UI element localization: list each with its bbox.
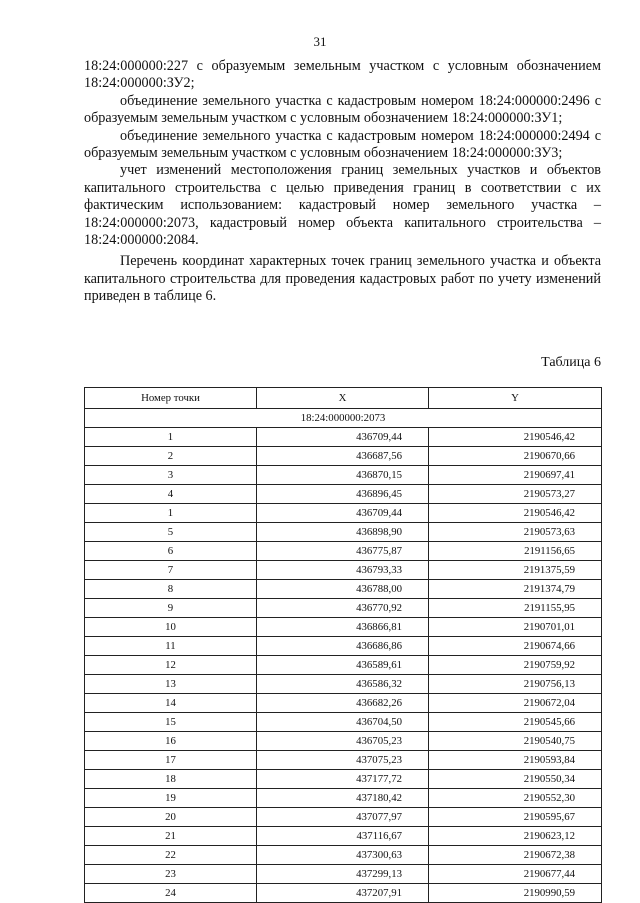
table-row (85, 618, 602, 637)
table-header-row (85, 388, 602, 409)
cell-y: 2190759,92 (429, 656, 602, 675)
cell-point-number: 12 (85, 656, 257, 675)
cell-point-number: 5 (85, 523, 257, 542)
cell-point-number: 2 (85, 447, 257, 466)
table-row (85, 504, 602, 523)
table-row (85, 447, 602, 466)
coordinates-table (84, 387, 602, 903)
cell-point-number: 18 (85, 770, 257, 789)
table-row (85, 770, 602, 789)
cell-y: 2190595,67 (429, 808, 602, 827)
cell-x: 436709,44 (257, 504, 429, 523)
section-cadastral-number: 18:24:000000:2073 (85, 409, 602, 428)
cell-point-number: 19 (85, 789, 257, 808)
cell-x: 437180,42 (257, 789, 429, 808)
cell-x: 436866,81 (257, 618, 429, 637)
cell-y: 2190573,27 (429, 485, 602, 504)
cell-point-number: 6 (85, 542, 257, 561)
cell-y: 2190623,12 (429, 827, 602, 846)
cell-point-number: 20 (85, 808, 257, 827)
cell-y: 2190552,30 (429, 789, 602, 808)
cell-point-number: 9 (85, 599, 257, 618)
cell-y: 2190672,38 (429, 846, 602, 865)
paragraph-4: учет изменений местоположения границ земельных участков и объектов капитального строительства с целью приведения границ в соответствии с их фактическим использованием: кадастровый номер земельного участка – 18:24:000000:2073, кадастровый номер объекта капитального строительства – 18:24:000000:2084. (84, 162, 601, 249)
cell-y: 2190670,66 (429, 447, 602, 466)
table-row (85, 561, 602, 580)
cell-x: 436589,61 (257, 656, 429, 675)
table-row (85, 751, 602, 770)
cell-y: 2190674,66 (429, 637, 602, 656)
cell-x: 436896,45 (257, 485, 429, 504)
cell-y: 2191375,59 (429, 561, 602, 580)
paragraph-1: 18:24:000000:227 с образуемым земельным участком с условным обозначением 18:24:000000:ЗУ2; (84, 58, 601, 92)
paragraph-2: объединение земельного участка с кадастровым номером 18:24:000000:2496 с образуемым земельным участком с условным обозначением 18:24:000000:ЗУ1; (84, 92, 601, 127)
header-y: Y (429, 388, 602, 409)
cell-x: 437300,63 (257, 846, 429, 865)
table-row (85, 656, 602, 675)
table-row (85, 599, 602, 618)
cell-y: 2190756,13 (429, 675, 602, 694)
cell-x: 436686,86 (257, 637, 429, 656)
cell-x: 437077,97 (257, 808, 429, 827)
header-point-number: Номер точки (85, 388, 257, 409)
cell-y: 2191155,95 (429, 599, 602, 618)
cell-y: 2190672,04 (429, 694, 602, 713)
cell-x: 436709,44 (257, 428, 429, 447)
table-row (85, 789, 602, 808)
cell-y: 2191374,79 (429, 580, 602, 599)
table-row (85, 884, 602, 903)
table-row (85, 523, 602, 542)
cell-x: 436704,50 (257, 713, 429, 732)
cell-point-number: 11 (85, 637, 257, 656)
cell-point-number: 1 (85, 504, 257, 523)
table-row (85, 808, 602, 827)
cell-point-number: 23 (85, 865, 257, 884)
cell-y: 2190550,34 (429, 770, 602, 789)
cell-x: 436775,87 (257, 542, 429, 561)
table-row (85, 846, 602, 865)
cell-y: 2190701,01 (429, 618, 602, 637)
cell-point-number: 1 (85, 428, 257, 447)
table-row (85, 713, 602, 732)
paragraph-5: Перечень координат характерных точек границ земельного участка и объекта капитального строительства для проведения кадастровых работ по учету изменений приведен в таблице 6. (84, 253, 601, 305)
cell-point-number: 22 (85, 846, 257, 865)
cell-y: 2190697,41 (429, 466, 602, 485)
cell-point-number: 17 (85, 751, 257, 770)
table-row (85, 637, 602, 656)
cell-x: 436586,32 (257, 675, 429, 694)
table-row (85, 485, 602, 504)
cell-point-number: 24 (85, 884, 257, 903)
body-text (84, 58, 601, 306)
cell-y: 2191156,65 (429, 542, 602, 561)
cell-x: 436870,15 (257, 466, 429, 485)
cell-x: 436793,33 (257, 561, 429, 580)
table-row (85, 466, 602, 485)
header-x: X (257, 388, 429, 409)
cell-point-number: 21 (85, 827, 257, 846)
cell-y: 2190545,66 (429, 713, 602, 732)
cell-point-number: 10 (85, 618, 257, 637)
cell-y: 2190546,42 (429, 428, 602, 447)
cell-y: 2190546,42 (429, 504, 602, 523)
cell-point-number: 13 (85, 675, 257, 694)
table-row (85, 580, 602, 599)
cell-x: 436770,92 (257, 599, 429, 618)
table-row (85, 827, 602, 846)
table-caption: Таблица 6 (541, 355, 601, 370)
table-row (85, 675, 602, 694)
cell-point-number: 15 (85, 713, 257, 732)
cell-x: 436788,00 (257, 580, 429, 599)
cell-x: 437177,72 (257, 770, 429, 789)
cell-x: 436898,90 (257, 523, 429, 542)
table-row (85, 694, 602, 713)
cell-x: 437116,67 (257, 827, 429, 846)
cell-x: 436682,26 (257, 694, 429, 713)
cell-y: 2190990,59 (429, 884, 602, 903)
cell-y: 2190677,44 (429, 865, 602, 884)
cell-y: 2190573,63 (429, 523, 602, 542)
page-number: 31 (313, 34, 327, 49)
cell-point-number: 14 (85, 694, 257, 713)
cell-point-number: 3 (85, 466, 257, 485)
cell-point-number: 16 (85, 732, 257, 751)
cell-point-number: 7 (85, 561, 257, 580)
cell-point-number: 8 (85, 580, 257, 599)
cell-y: 2190540,75 (429, 732, 602, 751)
table-row (85, 542, 602, 561)
cell-x: 436705,23 (257, 732, 429, 751)
cell-point-number: 4 (85, 485, 257, 504)
table-row (85, 865, 602, 884)
cell-y: 2190593,84 (429, 751, 602, 770)
cell-x: 437075,23 (257, 751, 429, 770)
section-row (85, 409, 602, 428)
cell-x: 437299,13 (257, 865, 429, 884)
cell-x: 437207,91 (257, 884, 429, 903)
table-row (85, 428, 602, 447)
paragraph-3: объединение земельного участка с кадастровым номером 18:24:000000:2494 с образуемым земельным участком с условным обозначением 18:24:000000:ЗУ3; (84, 127, 601, 162)
cell-x: 436687,56 (257, 447, 429, 466)
table-row (85, 732, 602, 751)
